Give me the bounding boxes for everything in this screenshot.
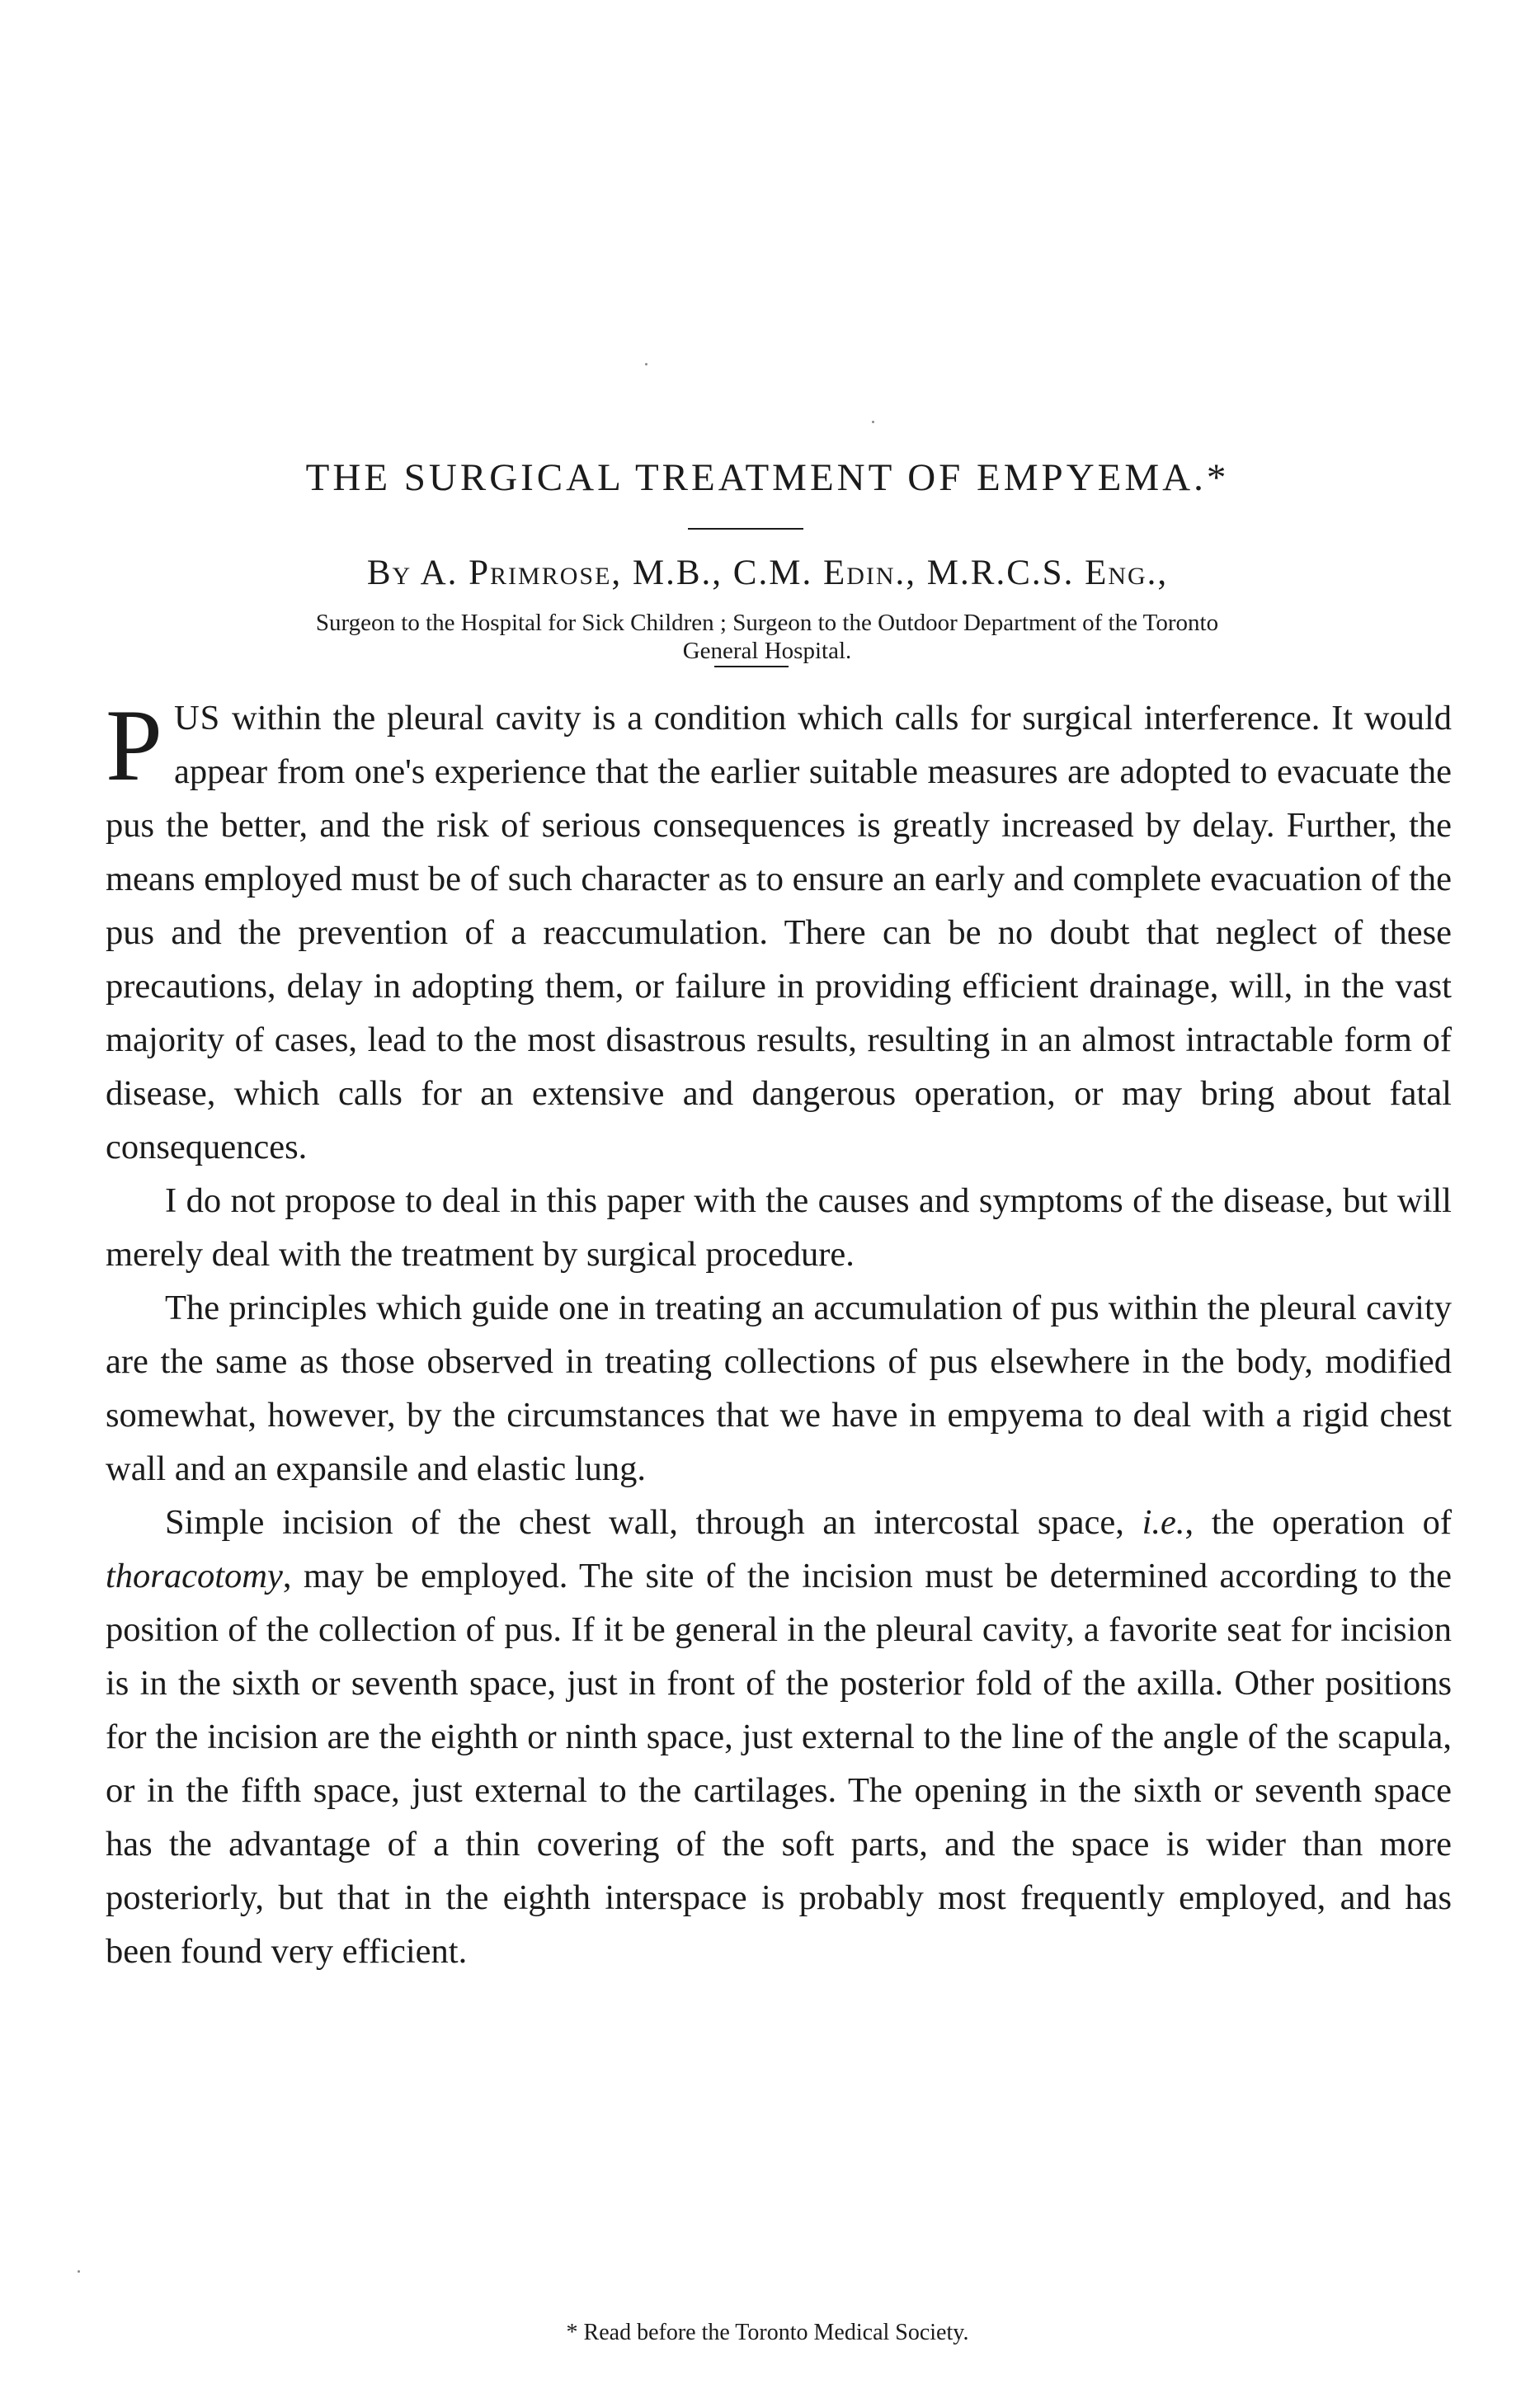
abbreviation-ie: i.e. <box>1142 1503 1185 1542</box>
article-body <box>106 691 1452 1978</box>
paragraph-2: I do not propose to deal in this paper with the causes and symptoms of the disease, but will merely deal with the treatment by surgical procedure. <box>106 1181 1452 1274</box>
paragraph-4-text-c: , may be employed. The site of the incision must be determined according to the position of the collection of pus. If it be general in the pleural cavity, a favorite seat for incision is in the sixth or seventh space, just in front of the posterior fold of the axilla. Other positions for the incision are the eighth or ninth space, just external to the line of the angle of the scapula, or in the fifth space, just external to the cartilages. The opening in the sixth or seventh space has the advantage of a thin covering of the soft parts, and the space is wider than more posteriorly, but that in the eighth interspace is probably most frequently employed, and has been found very efficient. <box>106 1557 1452 1971</box>
byline-divider <box>714 666 789 667</box>
lead-word: US <box>173 699 221 737</box>
title-divider <box>688 528 803 530</box>
term-thoracotomy: thoracotomy <box>106 1557 283 1595</box>
paragraph-3: The principles which guide one in treating an accumulation of pus within the pleural cavity are the same as those observed in treating collections of pus elsewhere in the body, modified somewhat, however, by the circumstances that we have in empyema to deal with a rigid chest wall and an expansile and elastic lung. <box>106 1289 1452 1488</box>
author-name: A. Primrose, M.B., C.M. Edin., M.R.C.S. Eng., <box>420 554 1169 592</box>
paragraph-4 <box>106 1496 1452 1978</box>
article-title: THE SURGICAL TREATMENT OF EMPYEMA.* <box>305 456 1230 499</box>
author-byline <box>0 553 1535 593</box>
print-speck <box>872 421 874 423</box>
paragraph-4-text-a: Simple incision of the chest wall, through an intercostal space, <box>165 1503 1142 1542</box>
drop-cap: P <box>106 689 162 802</box>
print-speck <box>78 2270 80 2273</box>
affiliation-line-1: Surgeon to the Hospital for Sick Children ; Surgeon to the Outdoor Department of the Toronto <box>315 610 1219 636</box>
footnote: * Read before the Toronto Medical Society. <box>566 2320 969 2345</box>
byline-prefix: By <box>366 554 421 592</box>
paragraph-1 <box>106 691 1452 1174</box>
print-speck <box>645 363 647 365</box>
paragraph-4-text-b: , the operation of <box>1184 1503 1452 1542</box>
author-affiliation <box>107 609 1427 665</box>
paragraph-1-text: within the pleural cavity is a condition which calls for surgical interference. It would appear from one's experience that the earlier suitable measures are adopted to evacuate the pus the better, and the risk of serious consequences is greatly increased by delay. Further, the means employed must be of such character as to ensure an early and complete evacuation of the pus and the prevention of a reaccumulation. There can be no doubt that neglect of these precautions, delay in adopting them, or failure in providing efficient drainage, will, in the vast majority of cases, lead to the most disastrous results, resulting in an almost intractable form of disease, which calls for an extensive and dangerous operation, or may bring about fatal consequences. <box>106 699 1452 1166</box>
affiliation-line-2: General Hospital. <box>682 638 852 664</box>
